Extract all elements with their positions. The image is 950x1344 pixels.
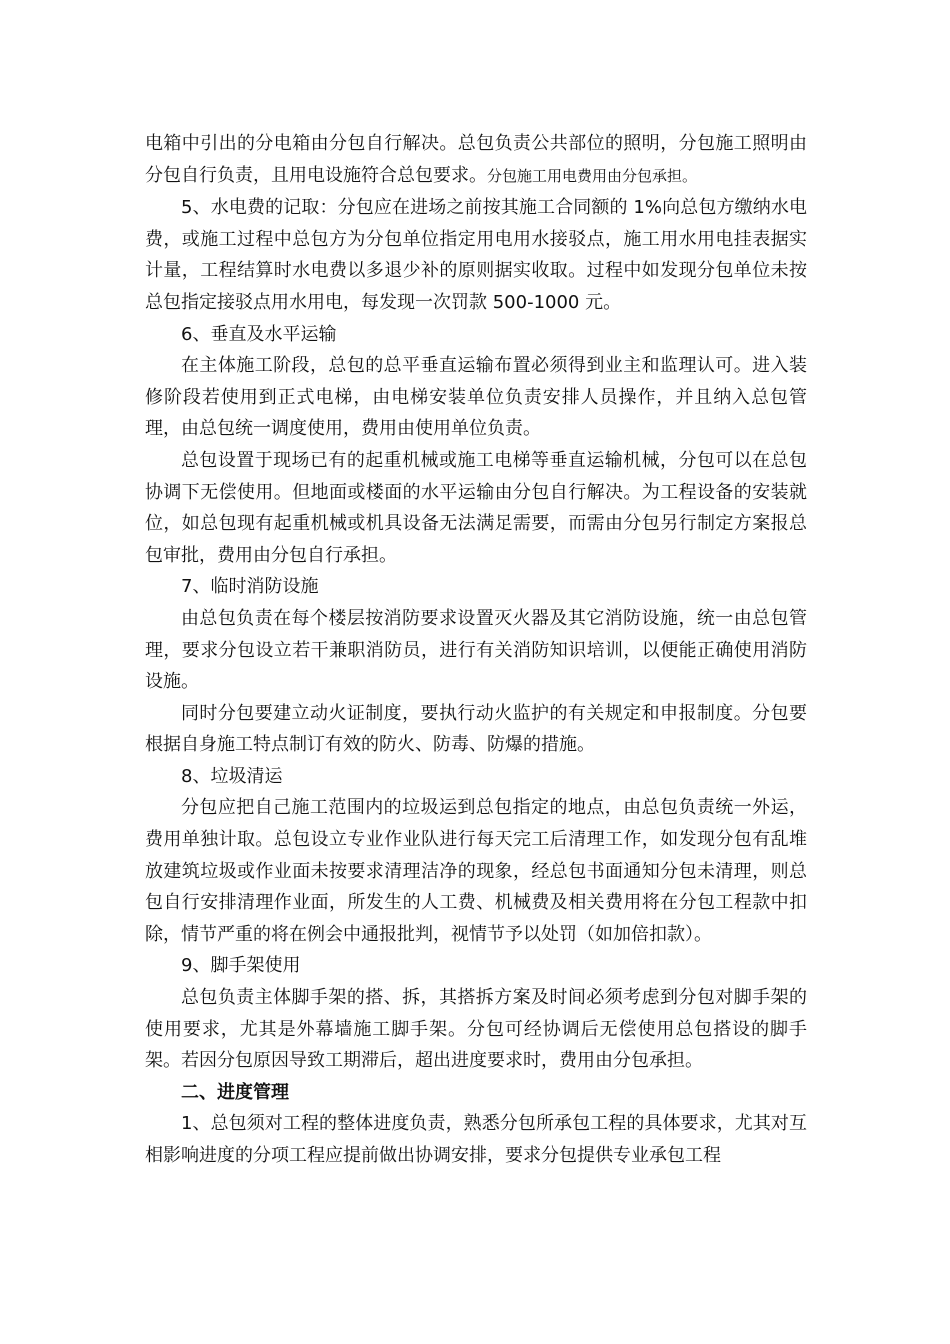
item-7-heading: 7、临时消防设施	[181, 576, 319, 598]
item-9-paragraph: 总包负责主体脚手架的搭、拆，其搭拆方案及时间必须考虑到分包对脚手架的使用要求，尤其是外幕墙施工脚手架。分包可经协调后无偿使用总包搭设的脚手架。若因分包原因导致工期滞后，超出进度要求时，费用由分包承担。	[145, 987, 807, 1072]
item-6-paragraph-a: 在主体施工阶段，总包的总平垂直运输布置必须得到业主和监理认可。进入装修阶段若使用到正式电梯，由电梯安装单位负责安排人员操作，并且纳入总包管理，由总包统一调度使用，费用由使用单位负责。	[145, 355, 807, 440]
progress-item-1-paragraph: 1、总包须对工程的整体进度负责，熟悉分包所承包工程的具体要求，尤其对互相影响进度的分项工程应提前做出协调安排，要求分包提供专业承包工程	[145, 1113, 807, 1166]
item-9-heading: 9、脚手架使用	[181, 955, 301, 977]
item-6-heading: 6、垂直及水平运输	[181, 323, 337, 345]
item-6-paragraph-b: 总包设置于现场已有的起重机械或施工电梯等垂直运输机械，分包可以在总包协调下无偿使用。但地面或楼面的水平运输由分包自行解决。为工程设备的安装就位，如总包现有起重机械或机具设备无法满足需要，而需由分包另行制定方案报总包审批，费用由分包自行承担。	[145, 449, 807, 566]
section-2-heading: 二、进度管理	[181, 1081, 289, 1103]
document-body	[145, 128, 807, 1172]
item-5-paragraph: 5、水电费的记取：分包应在进场之前按其施工合同额的 1%向总包方缴纳水电费，或施工过程中总包方为分包单位指定用电用水接驳点，施工用水用电挂表据实计量，工程结算时水电费以多退少补的原则据实收取。过程中如发现分包单位未按总包指定接驳点用水用电，每发现一次罚款 500-1000 元。	[145, 197, 807, 313]
paragraph-continuation	[145, 128, 807, 192]
item-7-paragraph-a: 由总包负责在每个楼层按消防要求设置灭火器及其它消防设施，统一由总包管理，要求分包设立若干兼职消防员，进行有关消防知识培训，以便能正确使用消防设施。	[145, 607, 807, 693]
paragraph-text-small: 分包施工用电费用由分包承担。	[487, 166, 698, 185]
item-8-paragraph: 分包应把自己施工范围内的垃圾运到总包指定的地点，由总包负责统一外运，费用单独计取。总包设立专业作业队进行每天完工后清理工作，如发现分包有乱堆放建筑垃圾或作业面未按要求清理洁净的现象，经总包书面通知分包未清理，则总包自行安排清理作业面，所发生的人工费、机械费及相关费用将在分包工程款中扣除，情节严重的将在例会中通报批判，视情节予以处罚（如加倍扣款）。	[145, 797, 807, 945]
paragraph-text: 电箱中引出的分电箱由分包自行解决。总包负责公共部位的照明，分包施工照明由分包自行负责，且用电设施符合总包要求。	[145, 133, 807, 186]
item-7-paragraph-b: 同时分包要建立动火证制度，要执行动火监护的有关规定和申报制度。分包要根据自身施工特点制订有效的防火、防毒、防爆的措施。	[145, 702, 807, 756]
item-8-heading: 8、垃圾清运	[181, 765, 283, 787]
